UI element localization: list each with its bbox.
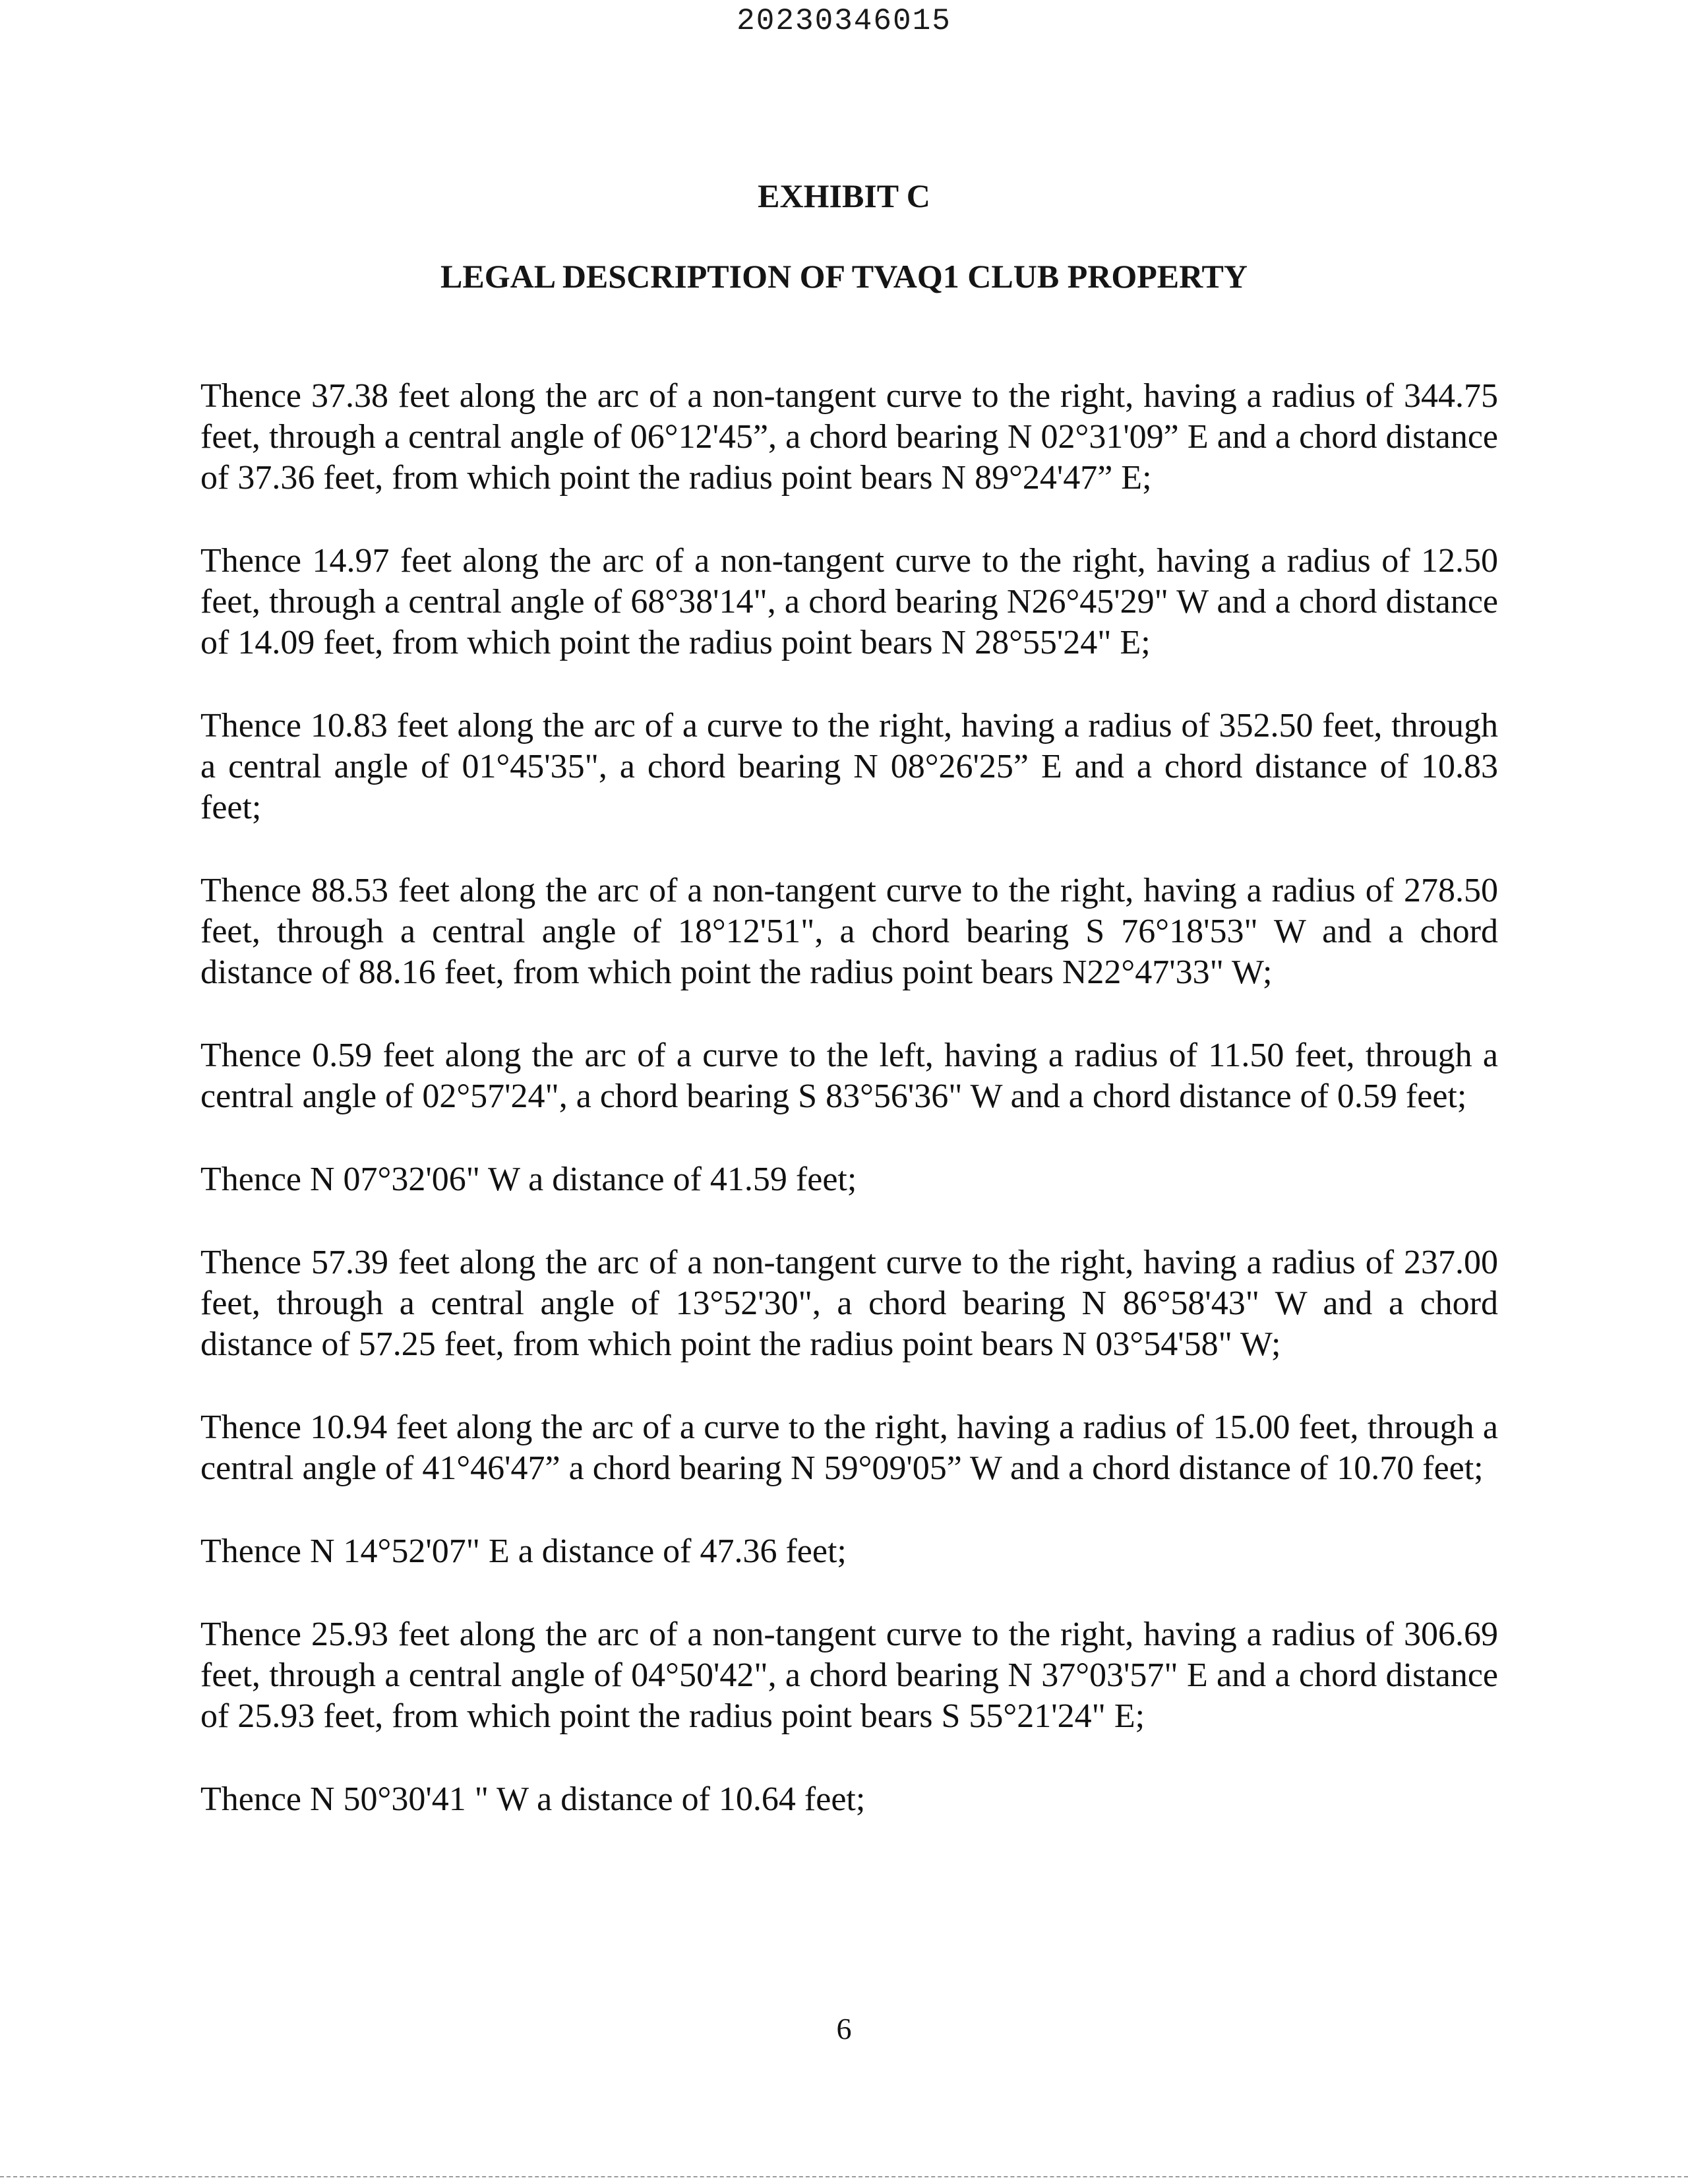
exhibit-heading: EXHIBIT C: [758, 177, 930, 214]
legal-description-heading: LEGAL DESCRIPTION OF TVAQ1 CLUB PROPERTY: [440, 258, 1248, 295]
course-paragraph-4: Thence 88.53 feet along the arc of a non-tangent curve to the right, having a radius of 278.50 feet, through a central angle of 18°12'51", a chord bearing S 76°18'53" W and a chord distance of 88.16 feet, from which point the radius point bears N22°47'33" W;: [200, 872, 1498, 991]
page-number: 6: [836, 2012, 852, 2046]
legal-description-body: [200, 376, 1498, 1820]
course-paragraph-7: Thence 57.39 feet along the arc of a non-tangent curve to the right, having a radius of 237.00 feet, through a central angle of 13°52'30", a chord bearing N 86°58'43" W and a chord distance of 57.25 feet, from which point the radius point bears N 03°54'58" W;: [200, 1244, 1498, 1363]
course-paragraph-11: Thence N 50°30'41 " W a distance of 10.64 feet;: [200, 1780, 866, 1818]
course-paragraph-8: Thence 10.94 feet along the arc of a curve to the right, having a radius of 15.00 feet, through a central angle of 41°46'47” a chord bearing N 59°09'05” W and a chord distance of 10.70 feet;: [200, 1409, 1498, 1487]
course-paragraph-6: Thence N 07°32'06" W a distance of 41.59 feet;: [200, 1161, 857, 1198]
course-paragraph-1: Thence 37.38 feet along the arc of a non-tangent curve to the right, having a radius of 344.75 feet, through a central angle of 06°12'45”, a chord bearing N 02°31'09” E and a chord distance of 37.36 feet, from which point the radius point bears N 89°24'47” E;: [200, 377, 1498, 497]
course-paragraph-3: Thence 10.83 feet along the arc of a curve to the right, having a radius of 352.50 feet, through a central angle of 01°45'35", a chord bearing N 08°26'25” E and a chord distance of 10.83 feet;: [200, 707, 1498, 826]
course-paragraph-9: Thence N 14°52'07" E a distance of 47.36 feet;: [200, 1532, 847, 1570]
scan-edge-divider: [0, 2176, 1688, 2177]
course-paragraph-10: Thence 25.93 feet along the arc of a non-tangent curve to the right, having a radius of 306.69 feet, through a central angle of 04°50'42", a chord bearing N 37°03'57" E and a chord distance of 25.93 feet, from which point the radius point bears S 55°21'24" E;: [200, 1616, 1498, 1735]
course-paragraph-2: Thence 14.97 feet along the arc of a non-tangent curve to the right, having a radius of 12.50 feet, through a central angle of 68°38'14", a chord bearing N26°45'29" W and a chord distance of 14.09 feet, from which point the radius point bears N 28°55'24" E;: [200, 542, 1498, 661]
course-paragraph-5: Thence 0.59 feet along the arc of a curve to the left, having a radius of 11.50 feet, through a central angle of 02°57'24", a chord bearing S 83°56'36" W and a chord distance of 0.59 feet;: [200, 1037, 1498, 1115]
recording-document-number: 20230346015: [737, 4, 951, 38]
